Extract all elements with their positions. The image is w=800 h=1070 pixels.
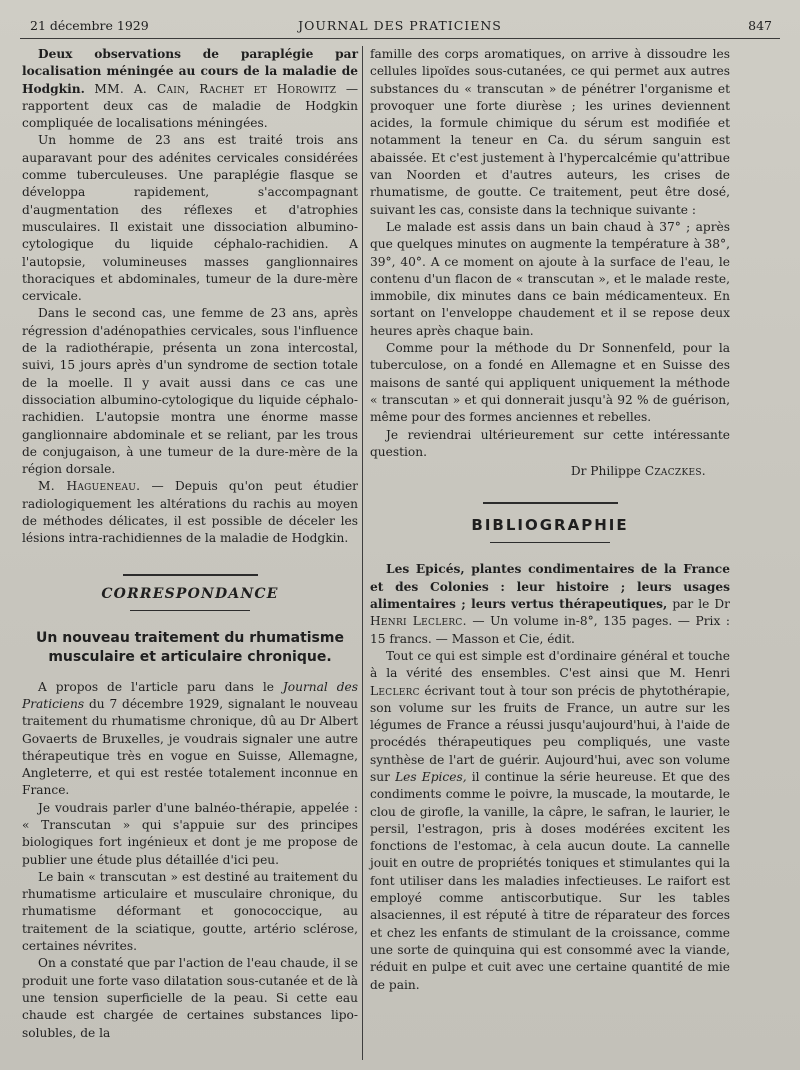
journal-reference: Journal des Praticiens bbox=[22, 679, 358, 711]
bibliographie-rule-bottom bbox=[490, 542, 610, 543]
corr-p1-a: A propos de l'article paru dans le bbox=[38, 679, 283, 694]
hodgkin-article bbox=[22, 46, 358, 548]
hodgkin-p1-rest: — rapportent deux cas de maladie de Hodgkin compliquée de localisations méningées. bbox=[22, 81, 359, 131]
column-divider bbox=[362, 46, 363, 1060]
transcutan-continuation-1: famille des corps aromatiques, on arrive à dissoudre les cellules lipoïdes sous-cutanées, ce qui permet aux autres substances du « transcutan » de pénétrer l'organisme et provoquer une forte diurèse ; les urines deviennent acides, la formule chimique du sérum est modifiée et notamment la teneur en Ca. du sérum sanguin est abaissée. Et c'est justement à l'hypercalcémie qu'attribue van Noorden et d'autres auteurs, les crises de rhumatisme, de goutte. Ce traitement, peut être dosé, suivant les cas, consiste dans la technique suivante : bbox=[370, 47, 730, 217]
hodgkin-paragraph-1 bbox=[22, 46, 358, 132]
hodgkin-authors: MM. A. Cain, Rachet et Horowitz bbox=[94, 81, 337, 96]
running-head bbox=[0, 0, 800, 34]
hodgkin-paragraph-2: Un homme de 23 ans est traité trois ans auparavant pour des adénites cervicales considérées comme tuberculeuses. Une paraplégie flasque se développa rapidement, s'accompagnant d'augmentation des réflexes et d'atrophies musculaires. Il existait une dissociation albumino-cytologique du liquide céphalo-rachidien. A l'autopsie, volumineuses masses ganglionnaires thoraciques et abdominales, tumeur de la dure-mère cervicale. bbox=[22, 133, 358, 304]
entry-details: — Un volume in-8°, 135 pages. — Prix : 15 francs. — Masson et Cie, édit. bbox=[370, 614, 730, 646]
left-column bbox=[22, 46, 358, 1042]
hodgkin-paragraph-4 bbox=[22, 478, 358, 547]
signature-prefix: Dr Philippe bbox=[570, 464, 645, 479]
signature-name: Czaczkes. bbox=[644, 464, 706, 479]
review-paragraph bbox=[370, 648, 730, 994]
transcutan-paragraph-2: Le malade est assis dans un bain chaud à 37° ; après que quelques minutes on augmente la température à 38°, 39°, 40°. A ce moment on ajoute à la surface de l'eau, le contenu d'un flacon de « transcutan », et le malade reste, immobile, dix minutes dans ce bain médicamenteux. En sortant on l'enveloppe chaudement et il se repose deux heures après chaque bain. bbox=[370, 219, 730, 338]
hagueneau-author: M. Hagueneau. bbox=[38, 479, 141, 494]
review-author-name: Leclerc bbox=[370, 683, 420, 698]
correspondance-rule bbox=[123, 574, 258, 576]
transcutan-paragraph-3: Comme pour la méthode du Dr Sonnenfeld, pour la tuberculose, on a fondé en Allemagne et en Suisse des maisons de santé qui appliquent uniquement la méthode « transcutan » et qui donnerait jusqu'à 92 % de guérison, même pour des formes anciennes et rebelles. bbox=[370, 341, 730, 425]
entry-title: Les Epicés, plantes condimentaires de la France et des Colonies : leur histoire ; leurs usages alimentaires ; leurs vertus thérapeutiques, bbox=[370, 562, 730, 612]
right-column bbox=[370, 46, 730, 994]
entry-by: par le Dr bbox=[667, 597, 730, 612]
hodgkin-title: Deux observations de paraplégie par localisation méningée au cours de la maladie de Hodgkin. bbox=[22, 47, 358, 96]
issue-date: 21 décembre 1929 bbox=[30, 18, 149, 33]
correspondance-paragraph-2: Je voudrais parler d'une balnéo-thérapie, appelée : « Transcutan » qui s'appuie sur des principes biologiques fort ingénieux et dont je me propose de publier une étude plus détaillée d'ici peu. bbox=[22, 800, 358, 867]
correspondance-paragraph-1 bbox=[22, 679, 358, 800]
review-book-title: Les Epices, bbox=[395, 769, 467, 784]
corr-p1-b: du 7 décembre 1929, signalant le nouveau traitement du rhumatisme chronique, dû au Dr Albert Govaerts de Bruxelles, je voudrais signaler une autre thérapeutique très en vogue en Suisse, Allemagne, Angleterre, et qui est restée totalement inconnue en France. bbox=[22, 696, 358, 798]
page-number: 847 bbox=[748, 18, 772, 33]
signature bbox=[370, 463, 730, 480]
transcutan-paragraph-4: Je reviendrai ultérieurement sur cette intéressante question. bbox=[370, 427, 730, 459]
review-b: écrivant tout à tour son précis de phytothérapie, son volume sur les fruits de France, un autre sur les légumes de France a réussi jusqu'aujourd'hui, à l'aide de procédés thérapeutiques peu compliqués, une vaste synthèse de l'art de guérir. Aujourd'hui, avec son volume sur bbox=[370, 683, 730, 784]
rhumatisme-title: Un nouveau traitement du rhumatisme musculaire et articulaire chronique. bbox=[36, 629, 344, 665]
correspondance-rule-bottom bbox=[130, 610, 250, 611]
entry-citation bbox=[370, 561, 730, 647]
correspondance-heading: CORRESPONDANCE bbox=[101, 585, 279, 602]
review-c: il continue la série heureuse. Et que des condiments comme le poivre, la muscade, la moutarde, le clou de girofle, la vanille, la câpre, le safran, le laurier, le persil, l'estragon, pris à doses modérées excitent les fonctions de l'estomac, à cela aucun doute. La cannelle jouit en outre de propriétés toniques et stimulantes qui la font utiliser dans les maladies infectieuses. Le raifort est employé comme antiscorbutique. Sur les tables alsaciennes, il est réputé à titre de réparateur des forces et chez les enfants de stimulant de la croissance, comme une sorte de quinquina qui est consommé avec la viande, réduit en pulpe et cuit avec une certaine quantité de mie de pain. bbox=[370, 769, 730, 992]
entry-author: Henri Leclerc. bbox=[370, 614, 467, 629]
review-a: Tout ce qui est simple est d'ordinaire général et touche à la vérité des ensembles. C'est ainsi que M. Henri bbox=[370, 648, 730, 681]
bibliographie-rule bbox=[483, 502, 618, 504]
correspondance-paragraph-3: Le bain « transcutan » est destiné au traitement du rhumatisme articulaire et musculaire chronique, du rhumatisme déformant et gonococcique, au traitement de la sciatique, goutte, artério sclérose, certaines névrites. bbox=[22, 869, 358, 954]
correspondance-paragraph-4: On a constaté que par l'action de l'eau chaude, il se produit une forte vaso dilatation sous-cutanée et de là une tension superficielle de la peau. Si cette eau chaude est chargée de certaines substances lipo-solubles, de la bbox=[22, 956, 358, 1040]
journal-title: JOURNAL DES PRATICIENS bbox=[298, 18, 502, 33]
hodgkin-paragraph-3: Dans le second cas, une femme de 23 ans, après régression d'adénopathies cervicales, sous l'influence de la radiothérapie, présenta un zona intercostal, suivi, 15 jours après d'un syndrome de section totale de la moelle. Il y avait aussi dans ce cas une dissociation albumino-cytologique du liquide céphalo-rachidien. L'autopsie montra une énorme masse ganglionnaire abdominale et se reliant, par les trous de conjugaison, à une tumeur de la dure-mère de la région dorsale. bbox=[22, 306, 358, 477]
hodgkin-p4-rest: — Depuis qu'on peut étudier radiologiquement les altérations du rachis au moyen de méthodes délicates, il est possible de déceler les lésions intra-rachidiennes de la maladie de Hodgkin. bbox=[22, 479, 358, 546]
header-rule bbox=[20, 38, 780, 39]
bibliography-entry bbox=[370, 561, 730, 993]
bibliographie-heading: BIBLIOGRAPHIE bbox=[471, 516, 629, 535]
